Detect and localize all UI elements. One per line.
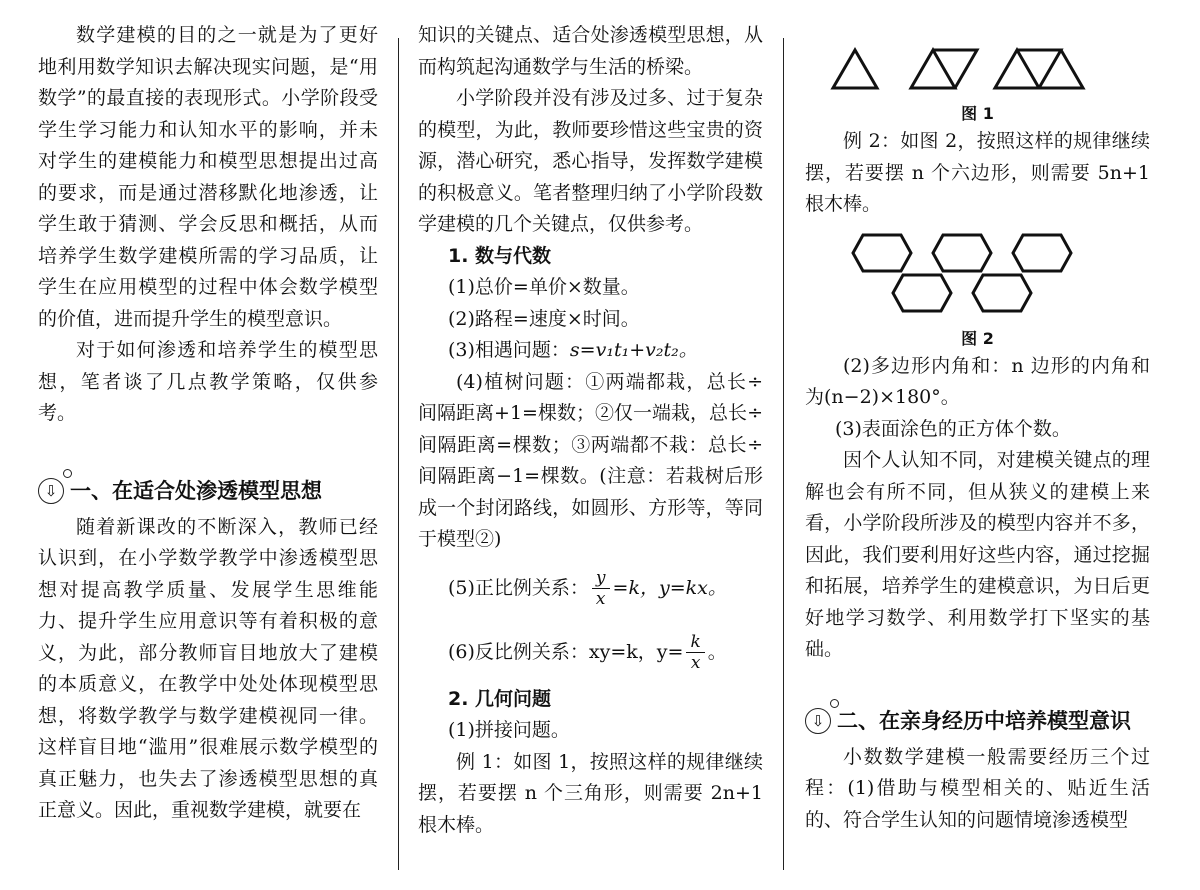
column-divider-1	[398, 38, 399, 870]
hexagon-shape	[973, 275, 1031, 311]
subheading: 2. 几何问题	[448, 687, 552, 710]
section-title: 二、在亲身经历中培养模型意识	[837, 708, 1131, 733]
paragraph: 因个人认知不同，对建模关键点的理解也会有所不同，但从狭义的建模上来看，小学阶段所涉及的模型内容并不多，因此，我们要利用好这些内容，通过挖掘和拓展，培养学生的建模意识，为日后更好地学习数学、利用数学打下坚实的基础。	[805, 449, 1150, 660]
list-item: (3)表面涂色的正方体个数。	[835, 417, 1071, 440]
list-item: (1)总价=单价×数量。	[448, 276, 640, 298]
figure-caption: 图 2	[961, 328, 994, 348]
down-arrow-icon: ⇩	[38, 478, 64, 504]
paragraph: 随着新课改的不断深入，教师已经认识到，在小学数学教学中渗透模型思想对提高教学质量、发展学生思维能力、提升学生应用意识等有着积极的意义，为此，部分教师盲目地放大了建模的本质意义，在教学中处处体现模型思想，将数学教学与数学建模视同一律。这样盲目地“滥用”很难展示数学模型的真正魅力，也失去了渗透模型思想的真正意义。因此，重视数学建模，就要在	[38, 515, 378, 821]
hexagon-shape	[1013, 235, 1071, 271]
hexagon-shape	[933, 235, 991, 271]
paragraph: 例 1：如图 1，按照这样的规律继续摆，若要摆 n 个三角形，则需要 2n+1 根木棒。	[418, 750, 763, 836]
paragraph: 小数数学建模一般需要经历三个过程：(1)借助与模型相关的、贴近生活的、符合学生认知的问题情境渗透模型	[805, 745, 1150, 831]
section-heading-2	[805, 704, 1150, 738]
paragraph: 小学阶段并没有涉及过多、过于复杂的模型，为此，教师要珍惜这些宝贵的资源，潜心研究，悉心指导，发挥数学建模的积极意义。笔者整理归纳了小学阶段数学建模的几个关键点，仅供参考。	[418, 87, 763, 235]
list-item: (1)拼接问题。	[448, 719, 570, 741]
paragraph: 知识的关键点、适合处渗透模型思想，从而构筑起沟通数学与生活的桥梁。	[418, 24, 763, 78]
figure-caption: 图 1	[961, 104, 994, 123]
down-arrow-icon: ⇩	[805, 708, 831, 734]
list-item: (3)相遇问题：s=v₁t₁+v₂t₂。	[448, 339, 698, 361]
figure-1-triangles	[805, 20, 1150, 102]
list-item: (5)正比例关系： $\frac{y}{x}$ =k，y=kx。	[448, 568, 727, 609]
paragraph: 数学建模的目的之一就是为了更好地利用数学知识去解决现实问题，是“用数学”的最直接的表现形式。小学阶段受学生学习能力和认知水平的影响，并未对学生的建模能力和模型思想提出过高的要求，而是通过潜移默化地渗透，让学生敢于猜测、学会反思和概括，从而培养学生数学建模所需的学习品质，让学生在应用模型的过程中体会数学模型的价值，进而提升学生的模型意识。	[38, 24, 378, 330]
column-divider-2	[783, 38, 784, 870]
triangle-shape	[995, 50, 1039, 88]
figure-2-hexagons	[805, 227, 1150, 327]
triangle-shape	[911, 50, 955, 88]
paragraph: 例 2：如图 2，按照这样的规律继续摆，若要摆 n 个六边形，则需要 5n+1 根木棒。	[805, 130, 1150, 215]
column-1	[38, 20, 378, 827]
column-2	[418, 20, 763, 841]
paragraph: 对于如何渗透和培养学生的模型思想，笔者谈了几点教学策略，仅供参考。	[38, 339, 378, 424]
triangle-shape	[933, 50, 977, 88]
list-item: (4)植树问题：①两端都栽，总长÷间隔距离+1=棵数；②仅一端栽，总长÷间隔距离=棵数；③两端都不栽：总长÷间隔距离−1=棵数。(注意：若栽树后形成一个封闭路线，如圆形、方形等，等同于模型②)	[418, 370, 763, 550]
triangle-shape	[833, 50, 877, 88]
subheading: 1. 数与代数	[448, 244, 552, 267]
hexagon-shape	[853, 235, 911, 271]
section-title: 一、在适合处渗透模型思想	[70, 478, 322, 503]
list-item: (6)反比例关系：xy=k，y= $\frac{k}{x}$ 。	[448, 632, 727, 673]
list-item: (2)多边形内角和：n 边形的内角和为(n−2)×180°。	[805, 354, 1150, 408]
hexagon-shape	[893, 275, 951, 311]
section-heading-1	[38, 474, 378, 508]
column-3	[805, 20, 1150, 836]
list-item: (2)路程=速度×时间。	[448, 307, 640, 330]
